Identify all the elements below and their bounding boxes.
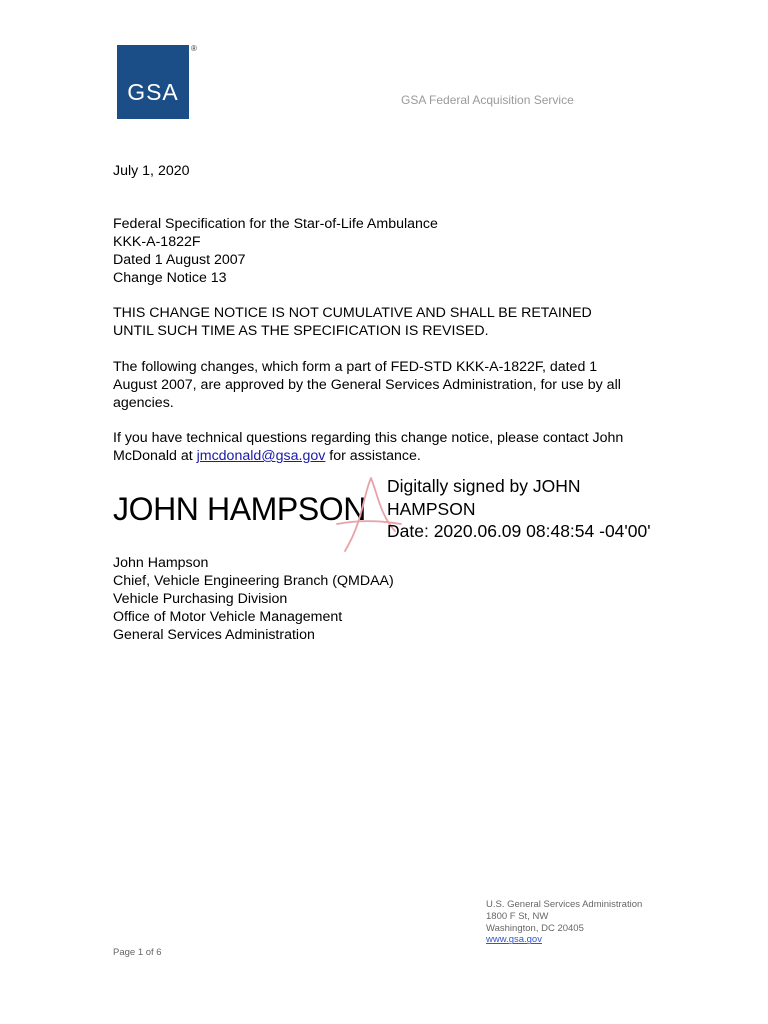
page-number: Page 1 of 6: [113, 947, 162, 958]
registered-mark: ®: [191, 44, 197, 53]
body-line: The following changes, which form a part of FED-STD KKK-A-1822F, dated 1: [113, 359, 598, 375]
contact-line: If you have technical questions regarding this change notice, please contact John: [113, 430, 624, 446]
contact-suffix: for assistance.: [325, 448, 421, 464]
signer-title: Chief, Vehicle Engineering Branch (QMDAA): [113, 573, 394, 589]
subject-title: Federal Specification for the Star-of-Life Ambulance: [113, 216, 438, 232]
contact-line-2: [113, 447, 623, 465]
signature-name: JOHN HAMPSON: [113, 491, 366, 527]
notice-line: THIS CHANGE NOTICE IS NOT CUMULATIVE AND SHALL BE RETAINED: [113, 305, 592, 321]
address-line: 1800 F St, NW: [486, 910, 549, 922]
letter-date: July 1, 2020: [113, 163, 190, 179]
signature-date: Date: 2020.06.09 08:48:54 -04'00': [387, 521, 651, 541]
spec-date: Dated 1 August 2007: [113, 252, 246, 268]
header-service-name: GSA Federal Acquisition Service: [401, 93, 574, 107]
body-line: agencies.: [113, 395, 174, 411]
gsa-logo-text: GSA: [127, 79, 179, 105]
body-line: August 2007, are approved by the General Services Administration, for use by all: [113, 377, 621, 393]
contact-paragraph: [113, 429, 623, 465]
signer-block: [113, 554, 394, 644]
signer-name: John Hampson: [113, 555, 209, 571]
body-paragraph: [113, 358, 621, 412]
spec-number: KKK-A-1822F: [113, 234, 201, 250]
signature-info: [387, 475, 651, 543]
gsa-logo: [117, 45, 189, 119]
subject-block: [113, 215, 438, 287]
email-link[interactable]: jmcdonald@gsa.gov: [196, 448, 326, 464]
address-line: U.S. General Services Administration: [486, 899, 643, 910]
change-notice-number: Change Notice 13: [113, 270, 227, 286]
contact-prefix: McDonald at: [113, 448, 197, 464]
website-link[interactable]: www.gsa.gov: [486, 934, 542, 946]
notice-line: UNTIL SUCH TIME AS THE SPECIFICATION IS REVISED.: [113, 323, 489, 339]
footer-address: [486, 899, 642, 946]
address-line: Washington, DC 20405: [486, 922, 584, 934]
signer-office: Office of Motor Vehicle Management: [113, 609, 343, 625]
signed-by-name: HAMPSON: [387, 498, 476, 519]
signer-division: Vehicle Purchasing Division: [113, 591, 288, 607]
signed-by-line: Digitally signed by JOHN: [387, 476, 581, 496]
notice-paragraph: [113, 304, 592, 340]
signer-agency: General Services Administration: [113, 627, 315, 643]
